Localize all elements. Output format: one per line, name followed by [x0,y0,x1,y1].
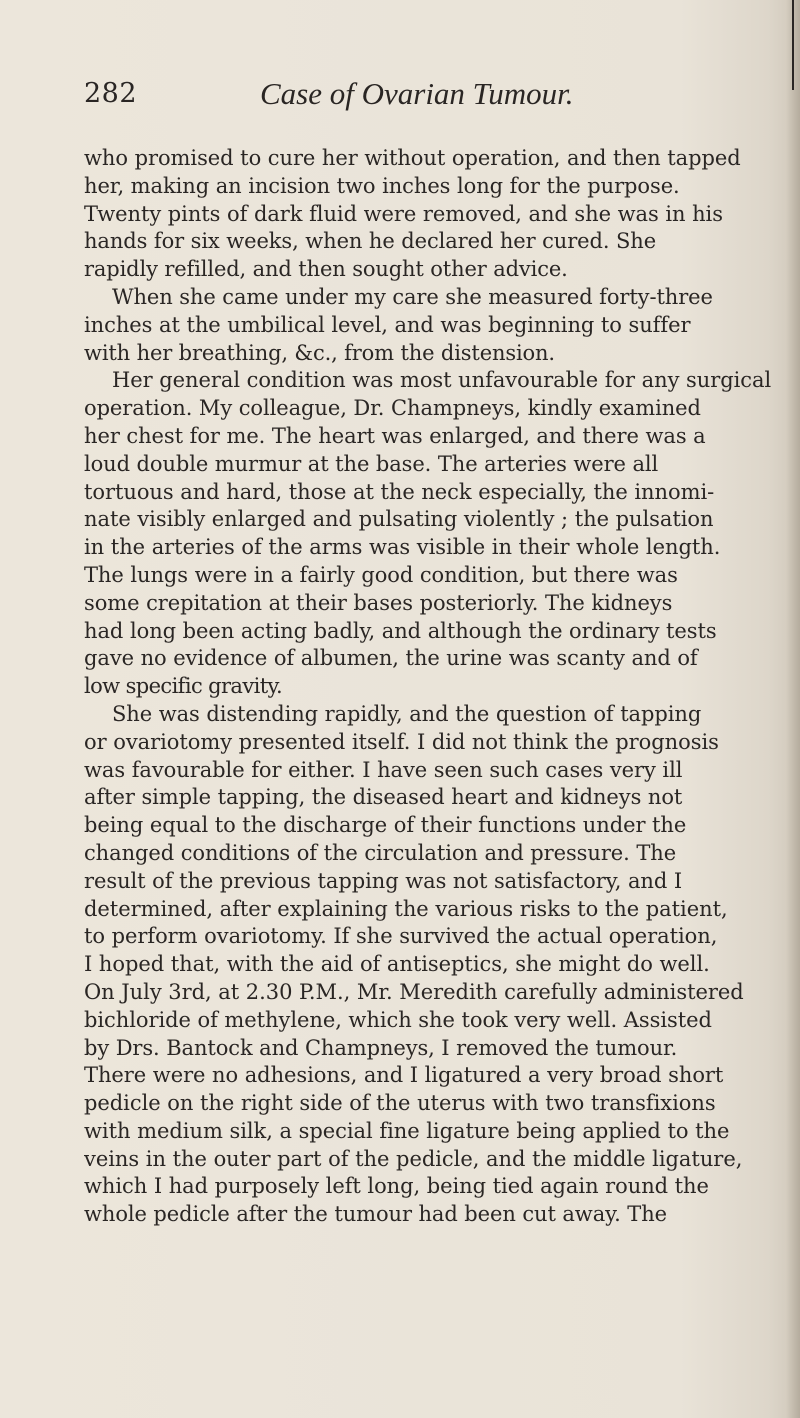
text-line: When she came under my care she measured forty-three [112,284,713,309]
text-line: On July 3rd, at 2.30 P.M., Mr. Meredith carefully administered [84,979,744,1004]
text-line: after simple tapping, the diseased heart and kidneys not [84,785,683,810]
text-line: her chest for me. The heart was enlarged, and there was a [84,423,706,448]
text-line: She was distending rapidly, and the question of tapping [112,701,702,726]
text-line: Her general condition was most unfavourable for any surgical [112,368,772,393]
text-line: with medium silk, a special fine ligature being applied to the [84,1118,730,1143]
running-title: Case of Ovarian Tumour. [260,76,574,111]
text-line: or ovariotomy presented itself. I did not think the prognosis [84,729,719,754]
text-line: changed conditions of the circulation and pressure. The [84,840,677,865]
text-line: The lungs were in a fairly good condition, but there was [84,562,678,587]
text-line: gave no evidence of albumen, the urine was scanty and of [84,646,698,671]
text-line: with her breathing, &c., from the distension. [84,340,555,365]
text-line: rapidly refilled, and then sought other advice. [84,257,568,282]
text-line: hands for six weeks, when he declared her cured. She [84,229,657,254]
text-line: determined, after explaining the various risks to the patient, [84,896,728,921]
text-line: who promised to cure her without operation, and then tapped [84,146,741,170]
text-line: Twenty pints of dark fluid were removed, and she was in his [84,201,723,226]
text-line: loud double murmur at the base. The arteries were all [84,451,659,476]
text-line: in the arteries of the arms was visible in their whole length. [84,535,721,560]
text-line: result of the previous tapping was not satisfactory, and I [84,868,683,893]
text-line: inches at the umbilical level, and was beginning to suffer [84,312,691,337]
text-line: which I had purposely left long, being tied again round the [84,1174,709,1199]
page-edge-line [792,0,794,90]
text-line: tortuous and hard, those at the neck especially, the innomi- [84,479,715,504]
text-line: being equal to the discharge of their functions under the [84,813,687,838]
page-header [84,78,724,128]
text-line: by Drs. Bantock and Champneys, I removed the tumour. [84,1035,678,1060]
page-number: 282 [84,78,138,109]
text-line: There were no adhesions, and I ligatured a very broad short [84,1063,724,1088]
text-line: I hoped that, with the aid of antiseptics, she might do well. [84,952,710,977]
text-line: veins in the outer part of the pedicle, and the middle ligature, [84,1146,743,1171]
text-line: her, making an incision two inches long for the purpose. [84,173,680,198]
text-line: some crepitation at their bases posteriorly. The kidneys [84,590,673,615]
text-line: nate visibly enlarged and pulsating violently ; the pulsation [84,507,714,532]
text-line: low specific gravity. [84,674,283,699]
text-line: whole pedicle after the tumour had been cut away. The [84,1202,667,1227]
body-text [84,145,792,1229]
text-line: was favourable for either. I have seen such cases very ill [84,757,683,782]
text-line: had long been acting badly, and although the ordinary tests [84,618,717,643]
text-line: to perform ovariotomy. If she survived the actual operation, [84,924,718,949]
text-line: operation. My colleague, Dr. Champneys, kindly examined [84,396,701,421]
text-line: bichloride of methylene, which she took very well. Assisted [84,1007,712,1032]
text-line: pedicle on the right side of the uterus with two transfixions [84,1091,716,1116]
